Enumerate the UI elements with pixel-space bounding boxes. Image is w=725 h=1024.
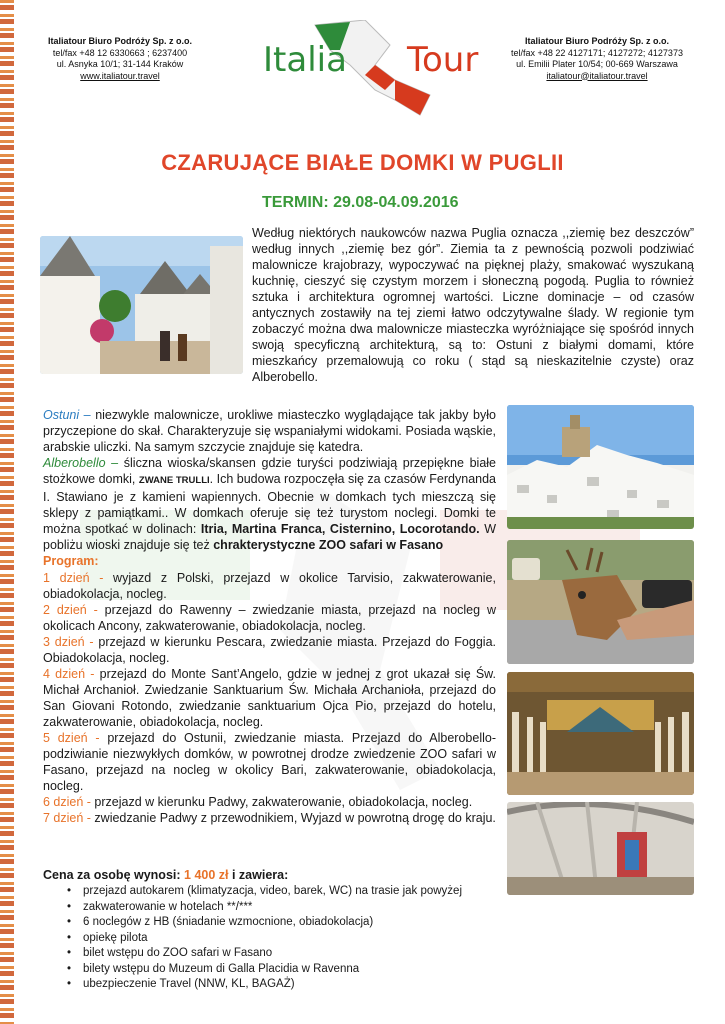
list-item: • 6 noclegów z HB (śniadanie wzmocnione, obiadokolacja)	[43, 915, 503, 931]
photo-alberobello-trulli	[40, 236, 243, 374]
photo-ravenna-basilica	[507, 672, 694, 795]
list-item: • bilet wstępu do ZOO safari w Fasano	[43, 946, 503, 962]
day-4-label: 4 dzień -	[43, 667, 95, 681]
day-5-text: przejazd do Ostunii, zwiedzanie miasta. Przejazd do Alberobello- podziwianie niezwykłych domków, w powrotnej drodze zwiedzenie ZOO safari w Fasano, przejazd na nocleg w okolicy Bari, zakwaterowanie, obiadokolacja, nocleg.	[43, 731, 496, 793]
agency-website-link[interactable]: www.italiatour.travel	[80, 70, 160, 81]
day-6-label: 6 dzień -	[43, 795, 91, 809]
alberobello-label: Alberobello –	[43, 456, 119, 470]
day-1-text: wyjazd z Polski, przejazd w okolice Tarvisio, zakwaterowanie, obiadokolacja, nocleg.	[43, 571, 496, 601]
price-prefix: Cena za osobę wynosi:	[43, 868, 185, 882]
alberobello-text-1: śliczna wioska/skansen gdzie turyści podziwiają przepiękne białe stożkowe domki,	[43, 456, 496, 486]
list-item: • przejazd autokarem (klimatyzacja, video, barek, WC) na trasie jak powyżej	[43, 884, 503, 900]
trip-dates: TERMIN: 29.08-04.09.2016	[262, 194, 459, 211]
price-includes-list	[43, 884, 503, 993]
agency-name: Italiatour Biuro Podróży Sp. z o.o.	[47, 36, 192, 46]
day-3-label: 3 dzień -	[43, 635, 94, 649]
agency-info-warszawa	[508, 36, 686, 82]
photo-padre-pio-sanctuary	[507, 802, 694, 895]
day-4-text: przejazd do Monte Sant’Angelo, gdzie w jednej z grot ukazał się Św. Michał Archanioł. Zwiedzanie Sanktuarium Św. Michała Archanioła, przejazd do San Giovani Rotondo, zwiedzanie sanktuarium Ojca Pio, przejazd do hotelu, zakwaterowanie, obiadokolacja, nocleg.	[43, 667, 496, 729]
agency-phone: tel/fax +48 12 6330663 ; 6237400	[52, 47, 188, 58]
italiatour-logo	[255, 20, 480, 120]
zoo-safari-label: chrakterystyczne ZOO safari w Fasano	[213, 538, 444, 552]
page-title: CZARUJĄCE BIAŁE DOMKI W PUGLII	[161, 150, 564, 175]
day-6-text: przejazd w kierunku Padwy, zakwaterowanie, obiadokolacja, nocleg.	[90, 795, 473, 809]
day-7-label: 7 dzień -	[43, 811, 91, 825]
intro-paragraph: Według niektórych naukowców nazwa Puglia oznacza ,,ziemię bez deszczów” według innych ,,ziemię bez gór”. Ziemia ta z pewnością pozwoli podziwiać malownicze krajobrazy, wypoczywać na pięknej plaży, smakować wyszukaną kuchnię, cieszyć się czystym morzem i słoneczną pogodą. Puglia to również sztuka i architektura ogromnej wartości. Liczne dominacje – od czasów antycznych zostawiły na tej ziemi łatwo odczytywalne ślady. W regionie tym zobaczyć można dwa malownicze miasteczka wyróżniające się spośród innych swoją specyficzną architekturą, są to: Ostuni z białymi domami, które mieszkańcy przemalowują co roku ( stąd są nieskazitelnie czyste) oraz Alberobello.	[252, 226, 694, 384]
agency-phone: tel/fax +48 22 4127171; 4127272; 4127373	[511, 47, 683, 58]
agency-info-krakow	[40, 36, 200, 82]
valleys-list: Itria, Martina Franca, Cisternino, Locorotando.	[200, 522, 480, 536]
alberobello-text-2: . Ich budowa rozpoczęła się za czasów Ferdynanda I. Stawiano je z kamieni wapiennych. Obecnie w domkach tych mieszczą się sklepy z pamiątkami.. W domkach oferuje się też turystom noclegi. Domki te można spotkać w dolinach:	[43, 472, 496, 536]
day-2-text: przejazd do Rawenny – zwiedzanie miasta, przejazd na nocleg w okolicach Ancony, zakwaterowanie, obiadokolacja, nocleg.	[43, 603, 496, 633]
day-1-label: 1 dzień -	[43, 571, 104, 585]
list-item: • zakwaterowanie w hotelach **/***	[43, 900, 503, 916]
photo-ostuni	[507, 405, 694, 529]
list-item: • ubezpieczenie Travel (NNW, KL, BAGAŻ)	[43, 977, 503, 993]
trulli-label: ZWANE TRULLI	[138, 475, 210, 486]
day-5-label: 5 dzień -	[43, 731, 100, 745]
logo-text-italia: Italia	[263, 40, 347, 80]
program-title: Program:	[43, 554, 99, 568]
list-item: • bilety wstępu do Muzeum di Galla Placidia w Ravenna	[43, 962, 503, 978]
ostuni-text: niezwykle malownicze, urokliwe miasteczko wyglądające tak jakby było przyczepione do skał. Charakteryzuje się wspaniałymi widokami. Posiada wąskie, arabskie uliczki. Na samym szczycie znajduje się katedra.	[43, 408, 496, 454]
day-2-label: 2 dzień -	[43, 603, 98, 617]
agency-name: Italiatour Biuro Podróży Sp. z o.o.	[524, 36, 669, 46]
day-7-text: zwiedzanie Padwy z przewodnikiem, Wyjazd w powrotną drogę do kraju.	[90, 811, 496, 825]
ostuni-paragraph	[43, 407, 496, 569]
price-amount: 1 400 zł	[184, 868, 229, 882]
photo-zoo-safari-deer	[507, 540, 694, 664]
day-3-text: przejazd w kierunku Pescara, zwiedzanie miasta. Przejazd do Foggia. Obiadokolacja, nocleg.	[43, 635, 496, 665]
list-item: • opiekę pilota	[43, 931, 503, 947]
price-suffix: i zawiera:	[228, 868, 289, 882]
ostuni-label: Ostuni –	[43, 408, 91, 422]
alberobello-text-3: W pobliżu wioski znajduje się też	[43, 522, 496, 552]
price-line	[43, 867, 496, 883]
logo-text-tour: Tour	[407, 40, 479, 80]
agency-email-link[interactable]: italiatour@italiatour.travel	[546, 70, 648, 81]
agency-address: ul. Emilii Plater 10/54; 00-669 Warszawa	[516, 59, 678, 69]
program-days	[43, 570, 496, 826]
agency-address: ul. Asnyka 10/1; 31-144 Kraków	[56, 59, 184, 69]
